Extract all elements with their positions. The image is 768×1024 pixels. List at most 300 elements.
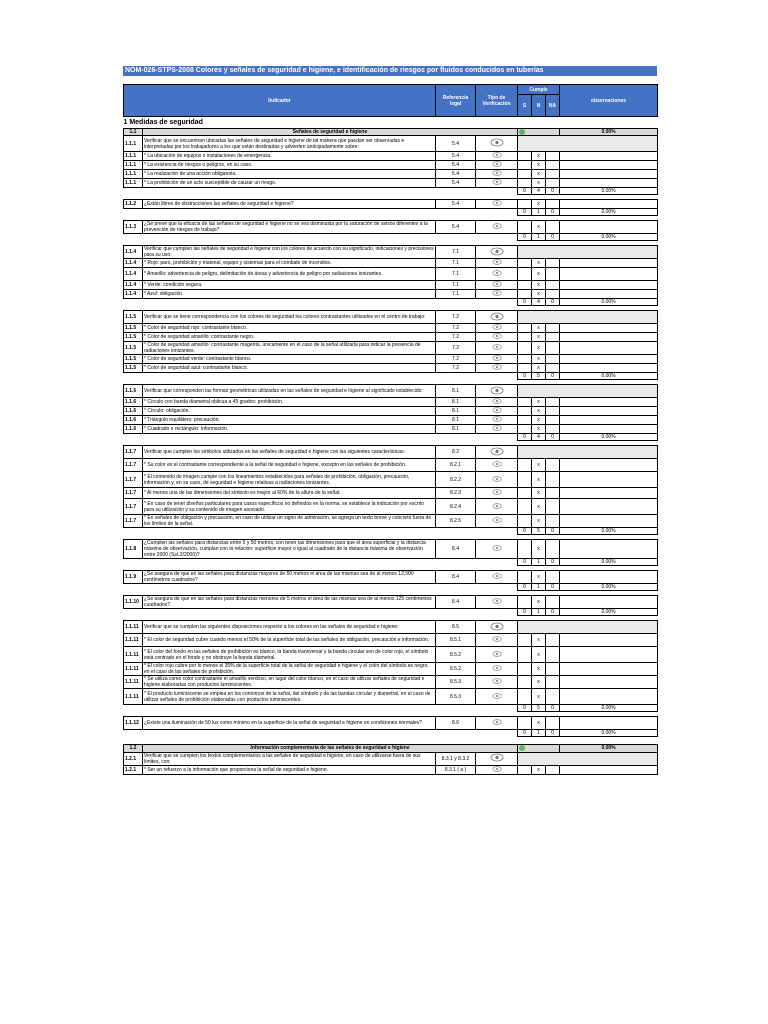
summary-n: 4	[532, 434, 546, 441]
group-status	[518, 129, 560, 136]
indicator-number: 1.1.7	[124, 499, 143, 515]
check-na[interactable]	[546, 355, 560, 364]
check-s[interactable]	[518, 717, 532, 730]
check-n[interactable]: x	[532, 571, 546, 584]
check-na[interactable]	[546, 342, 560, 355]
verification-type[interactable]	[476, 200, 518, 209]
indicator-row	[124, 515, 658, 528]
summary-n: 5	[532, 528, 546, 535]
check-na[interactable]	[546, 416, 560, 425]
indicator-row	[124, 647, 658, 663]
check-n[interactable]: x	[532, 152, 546, 161]
summary-percentage: 0.00%	[560, 705, 658, 712]
compliance-placeholder	[518, 621, 658, 634]
verification-type[interactable]	[476, 290, 518, 299]
eye-icon	[492, 476, 502, 482]
verification-type[interactable]	[476, 752, 518, 765]
block-summary-row	[124, 609, 658, 616]
legal-reference: 7.2	[436, 355, 476, 364]
verification-type[interactable]	[476, 221, 518, 234]
check-n[interactable]: x	[532, 425, 546, 434]
observations-cell[interactable]	[560, 342, 658, 355]
check-n[interactable]: x	[532, 221, 546, 234]
check-na[interactable]	[546, 676, 560, 689]
eye-icon	[492, 719, 502, 725]
observations-cell[interactable]	[560, 221, 658, 234]
indicator-number: 1.1.5	[124, 355, 143, 364]
check-s[interactable]	[518, 170, 532, 179]
check-n[interactable]: x	[532, 364, 546, 373]
check-n[interactable]: x	[532, 717, 546, 730]
check-s[interactable]	[518, 161, 532, 170]
observations-cell[interactable]	[560, 717, 658, 730]
verification-type[interactable]	[476, 647, 518, 663]
observations-cell[interactable]	[560, 765, 658, 774]
check-s[interactable]	[518, 407, 532, 416]
observations-cell[interactable]	[560, 499, 658, 515]
verification-type[interactable]	[476, 596, 518, 609]
observations-cell[interactable]	[560, 488, 658, 499]
check-n[interactable]: x	[532, 459, 546, 472]
legal-reference: 7.1	[436, 259, 476, 268]
group-number: 1.2	[124, 745, 143, 752]
check-s[interactable]	[518, 281, 532, 290]
summary-na: 0	[546, 730, 560, 737]
verification-type[interactable]	[476, 161, 518, 170]
observations-cell[interactable]	[560, 170, 658, 179]
indicator-number: 1.1.7	[124, 488, 143, 499]
verification-type[interactable]	[476, 268, 518, 281]
summary-na: 0	[546, 188, 560, 195]
verification-type[interactable]	[476, 246, 518, 259]
eye-icon	[492, 324, 502, 330]
check-n[interactable]: x	[532, 515, 546, 528]
legal-reference: 5.4	[436, 200, 476, 209]
indicator-row	[124, 689, 658, 705]
check-na[interactable]	[546, 647, 560, 663]
indicator-row	[124, 152, 658, 161]
group-status	[518, 745, 560, 752]
verification-type[interactable]	[476, 333, 518, 342]
check-s[interactable]	[518, 634, 532, 647]
summary-na: 0	[546, 584, 560, 591]
check-s[interactable]	[518, 540, 532, 559]
observations-cell[interactable]	[560, 459, 658, 472]
indicator-text: Verificar que corresponden las formas geométricas utilizadas en las señales de seguridad e higiene al significado establecido:	[143, 385, 436, 398]
eye-icon	[492, 407, 502, 413]
verification-type[interactable]	[476, 407, 518, 416]
observations-cell[interactable]	[560, 676, 658, 689]
summary-na: 0	[546, 234, 560, 241]
check-s[interactable]	[518, 333, 532, 342]
check-s[interactable]	[518, 676, 532, 689]
check-na[interactable]	[546, 571, 560, 584]
indicator-number: 1.1.1	[124, 136, 143, 152]
summary-spacer	[124, 705, 518, 712]
block-summary-row	[124, 434, 658, 441]
indicator-number: 1.1.6	[124, 425, 143, 434]
check-n[interactable]: x	[532, 179, 546, 188]
check-s[interactable]	[518, 515, 532, 528]
check-s[interactable]	[518, 342, 532, 355]
summary-spacer	[124, 528, 518, 535]
indicator-text: * La realización de una acción obligatoria.	[143, 170, 436, 179]
check-na[interactable]	[546, 324, 560, 333]
verification-type[interactable]	[476, 152, 518, 161]
indicator-number: 1.1.2	[124, 200, 143, 209]
check-s[interactable]	[518, 398, 532, 407]
eye-icon	[492, 766, 502, 772]
observations-cell[interactable]	[560, 179, 658, 188]
check-s[interactable]	[518, 221, 532, 234]
section-title: 1 Medidas de seguridad	[123, 118, 203, 126]
observations-cell[interactable]	[560, 689, 658, 705]
check-na[interactable]	[546, 290, 560, 299]
verification-type[interactable]	[476, 765, 518, 774]
verification-type[interactable]	[476, 515, 518, 528]
check-na[interactable]	[546, 499, 560, 515]
indicator-text: Verificar que se cumplen las siguientes disposiciones respecto a los colores en las señales de seguridad e higiene:	[143, 621, 436, 634]
indicator-number: 1.1.1	[124, 179, 143, 188]
check-s[interactable]	[518, 488, 532, 499]
observations-cell[interactable]	[560, 259, 658, 268]
check-s[interactable]	[518, 663, 532, 676]
verification-type[interactable]	[476, 663, 518, 676]
indicator-number: 1.1.11	[124, 621, 143, 634]
indicator-text: * Círculo con banda diametral oblicua a 45 grados: prohibición.	[143, 398, 436, 407]
check-s[interactable]	[518, 259, 532, 268]
legal-reference: 5.4	[436, 179, 476, 188]
check-s[interactable]	[518, 765, 532, 774]
check-s[interactable]	[518, 647, 532, 663]
block-summary-row	[124, 559, 658, 566]
indicator-text: * La existencia de riesgos o peligros, en su caso.	[143, 161, 436, 170]
legal-reference: 5.4	[436, 152, 476, 161]
check-n[interactable]: x	[532, 324, 546, 333]
check-n[interactable]: x	[532, 647, 546, 663]
indicator-text: * El color rojo cubre por lo menos el 35% de la superficie total de la señal de seguridad e higiene y el color del símbolo es negro, en el caso de las señales de prohibición.	[143, 663, 436, 676]
eye-icon	[492, 651, 502, 657]
check-s[interactable]	[518, 499, 532, 515]
indicator-number: 1.1.7	[124, 472, 143, 488]
verification-type[interactable]	[476, 136, 518, 152]
check-n[interactable]: x	[532, 290, 546, 299]
summary-s: 0	[518, 609, 532, 616]
verification-type[interactable]	[476, 689, 518, 705]
verification-type[interactable]	[476, 385, 518, 398]
group-header-row	[124, 745, 658, 752]
check-n[interactable]: x	[532, 170, 546, 179]
check-na[interactable]	[546, 634, 560, 647]
eye-icon	[492, 693, 502, 699]
indicator-row	[124, 259, 658, 268]
verification-type[interactable]	[476, 416, 518, 425]
eye-icon	[492, 355, 502, 361]
check-n[interactable]: x	[532, 161, 546, 170]
check-na[interactable]	[546, 161, 560, 170]
check-n[interactable]: x	[532, 488, 546, 499]
indicator-header-row	[124, 621, 658, 634]
indicator-row	[124, 179, 658, 188]
summary-percentage: 0.00%	[560, 730, 658, 737]
legal-reference: 8.2	[436, 446, 476, 459]
indicator-row	[124, 425, 658, 434]
check-s[interactable]	[518, 416, 532, 425]
verification-type[interactable]	[476, 179, 518, 188]
compliance-placeholder	[518, 385, 658, 398]
check-s[interactable]	[518, 571, 532, 584]
legal-reference: 8.2.2	[436, 472, 476, 488]
observations-cell[interactable]	[560, 647, 658, 663]
check-s[interactable]	[518, 459, 532, 472]
verification-type[interactable]	[476, 446, 518, 459]
observations-cell[interactable]	[560, 634, 658, 647]
summary-s: 0	[518, 705, 532, 712]
check-n[interactable]: x	[532, 281, 546, 290]
observations-cell[interactable]	[560, 281, 658, 290]
check-na[interactable]	[546, 488, 560, 499]
observations-cell[interactable]	[560, 425, 658, 434]
check-s[interactable]	[518, 290, 532, 299]
header-referencia: Referencia legal	[436, 85, 476, 117]
legal-reference: 5.4	[436, 170, 476, 179]
check-n[interactable]: x	[532, 398, 546, 407]
legal-reference: 8.4	[436, 596, 476, 609]
observations-cell[interactable]	[560, 355, 658, 364]
verification-type[interactable]	[476, 488, 518, 499]
legal-reference: 8.3.1 y 8.3.2	[436, 752, 476, 765]
indicator-row	[124, 407, 658, 416]
observations-cell[interactable]	[560, 407, 658, 416]
summary-spacer	[124, 209, 518, 216]
indicator-text: * Color de seguridad amarillo: contrastante negro.	[143, 333, 436, 342]
check-s[interactable]	[518, 355, 532, 364]
check-na[interactable]	[546, 472, 560, 488]
indicator-text: * Color de seguridad verde: contrastante blanco.	[143, 355, 436, 364]
indicator-row	[124, 459, 658, 472]
check-na[interactable]	[546, 596, 560, 609]
summary-na: 0	[546, 299, 560, 306]
indicator-header-row	[124, 246, 658, 259]
indicator-text: * Color de seguridad rojo: contrastante blanco.	[143, 324, 436, 333]
observations-cell[interactable]	[560, 515, 658, 528]
indicator-row	[124, 676, 658, 689]
eye-icon	[492, 170, 502, 176]
indicator-text: ¿Se prevé que la eficacia de las señales de seguridad e higiene no se vea disminuida por la saturación de avisos diferentes a la prevención de riesgos de trabajo?	[143, 221, 436, 234]
verification-type[interactable]	[476, 459, 518, 472]
check-na[interactable]	[546, 221, 560, 234]
indicator-number: 1.1.5	[124, 333, 143, 342]
verification-type[interactable]	[476, 717, 518, 730]
check-n[interactable]: x	[532, 268, 546, 281]
check-na[interactable]	[546, 281, 560, 290]
check-na[interactable]	[546, 364, 560, 373]
check-s[interactable]	[518, 179, 532, 188]
observations-cell[interactable]	[560, 364, 658, 373]
legal-reference: 8.1	[436, 425, 476, 434]
summary-s: 0	[518, 584, 532, 591]
verification-type[interactable]	[476, 398, 518, 407]
verification-type[interactable]	[476, 472, 518, 488]
check-na[interactable]	[546, 398, 560, 407]
verification-type[interactable]	[476, 311, 518, 324]
check-s[interactable]	[518, 596, 532, 609]
observations-cell[interactable]	[560, 152, 658, 161]
verification-type[interactable]	[476, 170, 518, 179]
observations-cell[interactable]	[560, 200, 658, 209]
check-n[interactable]: x	[532, 333, 546, 342]
check-n[interactable]: x	[532, 355, 546, 364]
check-s[interactable]	[518, 200, 532, 209]
check-na[interactable]	[546, 179, 560, 188]
legal-reference: 5.4	[436, 136, 476, 152]
check-n[interactable]: x	[532, 200, 546, 209]
check-na[interactable]	[546, 663, 560, 676]
summary-percentage: 0.00%	[560, 434, 658, 441]
indicator-row	[124, 333, 658, 342]
summary-percentage: 0.00%	[560, 188, 658, 195]
check-n[interactable]: x	[532, 663, 546, 676]
check-s[interactable]	[518, 268, 532, 281]
indicator-number: 1.1.5	[124, 311, 143, 324]
summary-s: 0	[518, 234, 532, 241]
indicator-text: Verificar que se cumplen los textos complementarios a las señales de seguridad e higiene, en caso de utilizarse fuera de sus límites, con:	[143, 752, 436, 765]
observations-cell[interactable]	[560, 268, 658, 281]
legal-reference: 7.1	[436, 246, 476, 259]
indicator-number: 1.1.12	[124, 717, 143, 730]
summary-s: 0	[518, 188, 532, 195]
legal-reference: 8.5.1	[436, 634, 476, 647]
indicator-row	[124, 355, 658, 364]
summary-percentage: 0.00%	[560, 559, 658, 566]
check-na[interactable]	[546, 689, 560, 705]
check-n[interactable]: x	[532, 259, 546, 268]
eye-icon	[490, 447, 504, 456]
summary-s: 0	[518, 209, 532, 216]
verification-type[interactable]	[476, 364, 518, 373]
check-n[interactable]: x	[532, 634, 546, 647]
compliance-placeholder	[518, 246, 658, 259]
legal-reference: 7.2	[436, 333, 476, 342]
check-n[interactable]: x	[532, 407, 546, 416]
indicator-text: * La ubicación de equipos o instalaciones de emergencia.	[143, 152, 436, 161]
check-na[interactable]	[546, 152, 560, 161]
verification-type[interactable]	[476, 281, 518, 290]
observations-cell[interactable]	[560, 571, 658, 584]
check-na[interactable]	[546, 407, 560, 416]
check-n[interactable]: x	[532, 689, 546, 705]
eye-icon	[492, 425, 502, 431]
verification-type[interactable]	[476, 324, 518, 333]
eye-icon	[492, 665, 502, 671]
summary-percentage: 0.00%	[560, 528, 658, 535]
check-s[interactable]	[518, 324, 532, 333]
eye-icon	[492, 161, 502, 167]
verification-type[interactable]	[476, 499, 518, 515]
compliance-placeholder	[518, 752, 658, 765]
check-na[interactable]	[546, 268, 560, 281]
indicator-text: * La prohibición de un acto susceptible de causar un riesgo.	[143, 179, 436, 188]
group-title: Información complementaria de las señales de seguridad e higiene	[143, 745, 518, 752]
check-na[interactable]	[546, 170, 560, 179]
check-n[interactable]: x	[532, 472, 546, 488]
legal-reference: 7.1	[436, 281, 476, 290]
legal-reference: 8.5	[436, 621, 476, 634]
check-na[interactable]	[546, 717, 560, 730]
check-n[interactable]: x	[532, 765, 546, 774]
check-s[interactable]	[518, 689, 532, 705]
check-na[interactable]	[546, 765, 560, 774]
check-na[interactable]	[546, 259, 560, 268]
observations-cell[interactable]	[560, 161, 658, 170]
check-na[interactable]	[546, 515, 560, 528]
verification-type[interactable]	[476, 571, 518, 584]
verification-type[interactable]	[476, 342, 518, 355]
check-n[interactable]: x	[532, 499, 546, 515]
check-s[interactable]	[518, 152, 532, 161]
check-na[interactable]	[546, 540, 560, 559]
indicator-row	[124, 596, 658, 609]
check-n[interactable]: x	[532, 540, 546, 559]
verification-type[interactable]	[476, 540, 518, 559]
block-summary-row	[124, 584, 658, 591]
observations-cell[interactable]	[560, 290, 658, 299]
observations-cell[interactable]	[560, 398, 658, 407]
indicator-row	[124, 540, 658, 559]
check-n[interactable]: x	[532, 676, 546, 689]
indicator-text: * En caso de tener diseños particulares para casos específicos no definidos en la norma, se establece la indicación por escrito para su utilización y su contenido de imagen asociado.	[143, 499, 436, 515]
summary-na: 0	[546, 559, 560, 566]
verification-type[interactable]	[476, 676, 518, 689]
check-s[interactable]	[518, 364, 532, 373]
indicator-row	[124, 765, 658, 774]
summary-spacer	[124, 584, 518, 591]
indicator-text: * Su color es el contrastante correspondiente a la señal de seguridad e higiene, excepto en las señales de prohibición.	[143, 459, 436, 472]
eye-icon	[492, 416, 502, 422]
verification-type[interactable]	[476, 259, 518, 268]
eye-icon	[492, 517, 502, 523]
check-na[interactable]	[546, 333, 560, 342]
verification-type[interactable]	[476, 634, 518, 647]
observations-cell[interactable]	[560, 663, 658, 676]
check-na[interactable]	[546, 200, 560, 209]
observations-cell[interactable]	[560, 324, 658, 333]
indicator-row	[124, 268, 658, 281]
summary-n: 1	[532, 234, 546, 241]
check-s[interactable]	[518, 472, 532, 488]
summary-n: 1	[532, 209, 546, 216]
check-n[interactable]: x	[532, 596, 546, 609]
summary-n: 1	[532, 559, 546, 566]
observations-cell[interactable]	[560, 472, 658, 488]
observations-cell[interactable]	[560, 596, 658, 609]
observations-cell[interactable]	[560, 333, 658, 342]
summary-percentage: 0.00%	[560, 609, 658, 616]
verification-type[interactable]	[476, 425, 518, 434]
verification-type[interactable]	[476, 621, 518, 634]
observations-cell[interactable]	[560, 416, 658, 425]
legal-reference: 8.4	[436, 540, 476, 559]
check-n[interactable]: x	[532, 342, 546, 355]
indicator-number: 1.1.6	[124, 385, 143, 398]
check-s[interactable]	[518, 425, 532, 434]
check-n[interactable]: x	[532, 416, 546, 425]
verification-type[interactable]	[476, 355, 518, 364]
check-na[interactable]	[546, 425, 560, 434]
observations-cell[interactable]	[560, 540, 658, 559]
check-na[interactable]	[546, 459, 560, 472]
eye-icon	[490, 753, 504, 762]
